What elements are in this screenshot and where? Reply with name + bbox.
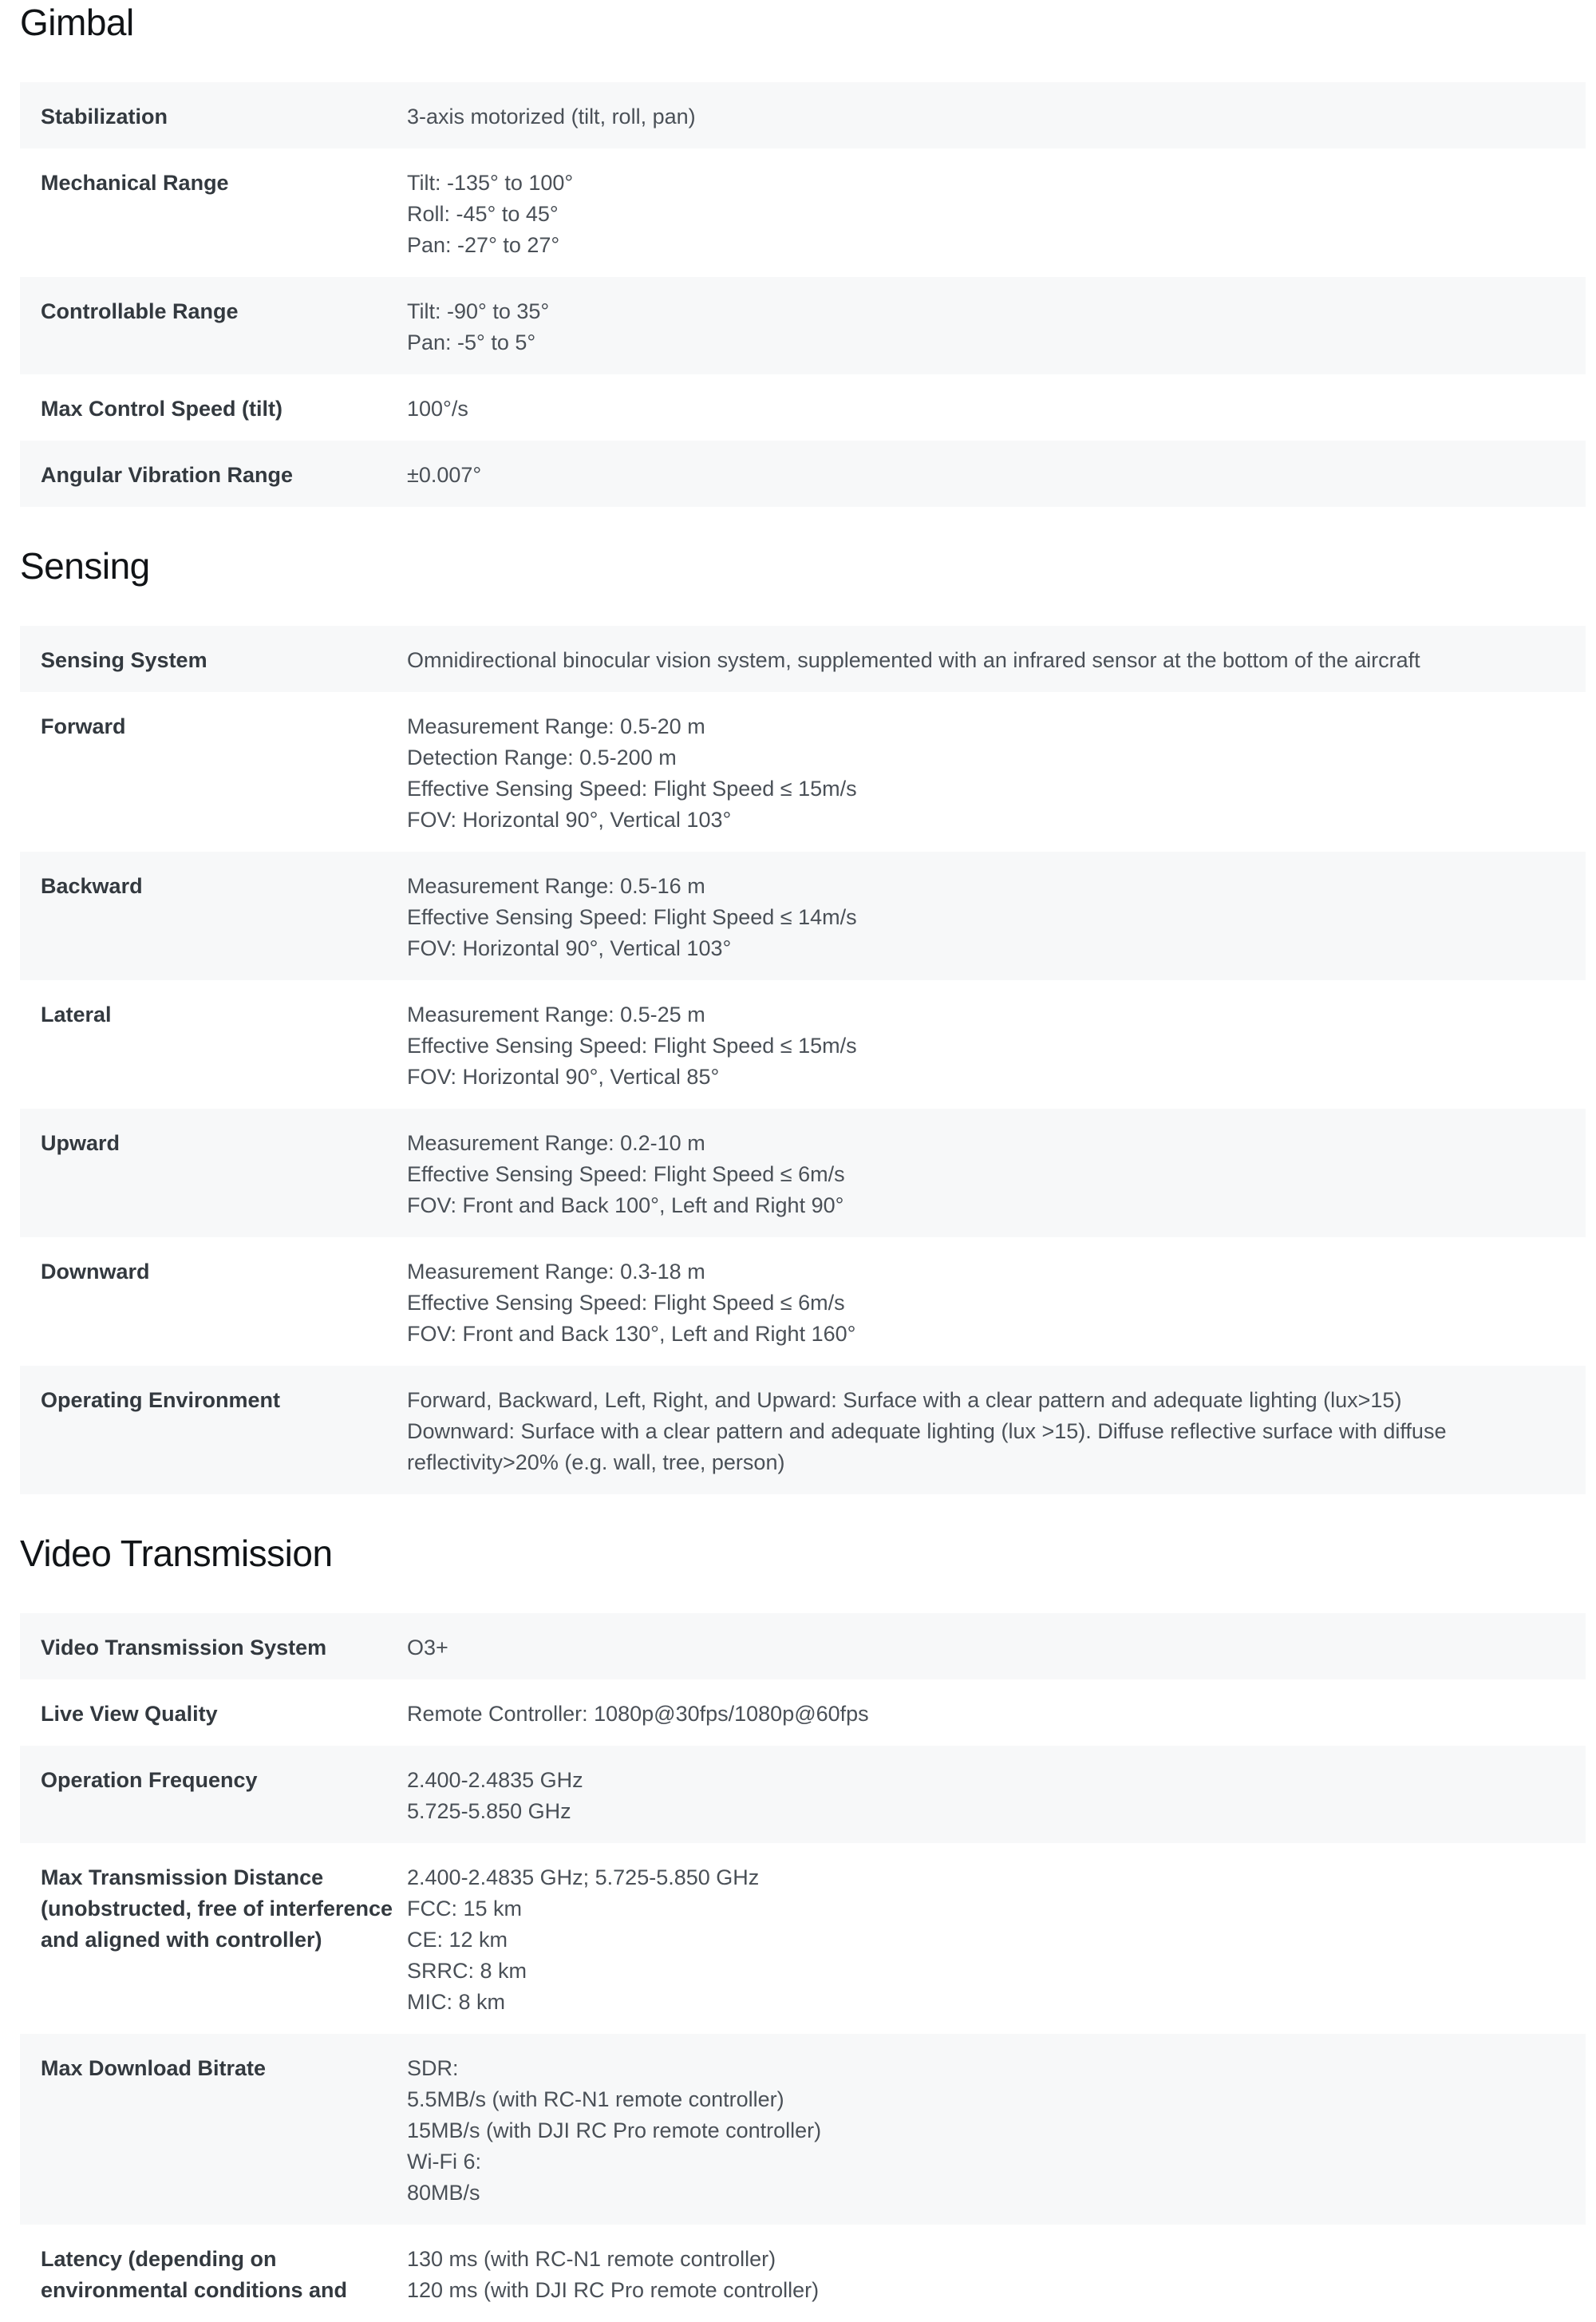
spec-value-line: Remote Controller: 1080p@30fps/1080p@60fps: [407, 1702, 869, 1726]
spec-value-line: 2.400-2.4835 GHz; 5.725-5.850 GHz: [407, 1865, 760, 1889]
spec-row: [20, 1109, 1586, 1237]
spec-value: [407, 2244, 1586, 2306]
spacer: [0, 1576, 1596, 1613]
spec-table-video-transmission: [20, 1613, 1586, 2322]
spec-value: [407, 711, 1586, 836]
spec-value: [407, 999, 1586, 1093]
spec-value-line: Effective Sensing Speed: Flight Speed ≤ 6m/s: [407, 1162, 845, 1186]
spec-value-line: Measurement Range: 0.5-25 m: [407, 1003, 705, 1027]
spec-value: [407, 1699, 1586, 1730]
section-title-video-transmission: Video Transmission: [20, 1533, 333, 1574]
spec-value-line: FOV: Front and Back 130°, Left and Right 160°: [407, 1322, 856, 1346]
spacer: [0, 45, 1596, 82]
spec-label: Upward: [41, 1131, 120, 1155]
spec-value-line: O3+: [407, 1636, 448, 1659]
spec-value: [407, 1385, 1586, 1478]
spec-value-line: 5.5MB/s (with RC-N1 remote controller): [407, 2087, 784, 2111]
spec-value-line: Effective Sensing Speed: Flight Speed ≤ 15m/s: [407, 777, 857, 801]
spacer: [0, 588, 1596, 626]
spec-row: [20, 1237, 1586, 1366]
spec-label: Lateral: [41, 1003, 112, 1027]
spec-value-line: 5.725-5.850 GHz: [407, 1799, 571, 1823]
spec-table-sensing: [20, 626, 1586, 1494]
spec-value-line: FOV: Horizontal 90°, Vertical 103°: [407, 936, 732, 960]
spec-label: Live View Quality: [41, 1702, 218, 1726]
spec-row: [20, 441, 1586, 507]
spec-label: Stabilization: [41, 105, 168, 129]
spec-value: [407, 2053, 1586, 2209]
spec-value-line: Forward, Backward, Left, Right, and Upward: Surface with a clear pattern and adequate lighting (lux>15): [407, 1388, 1402, 1412]
spec-value-line: Roll: -45° to 45°: [407, 202, 559, 226]
spec-value: [407, 296, 1586, 358]
spec-value: [407, 394, 1586, 425]
spec-value: [407, 1632, 1586, 1663]
spec-row: [20, 374, 1586, 441]
spec-value-line: Detection Range: 0.5-200 m: [407, 746, 677, 769]
spec-label: Forward: [41, 714, 126, 738]
spec-label: Downward: [41, 1260, 150, 1284]
spec-row: [20, 1366, 1586, 1494]
spec-row: [20, 852, 1586, 980]
spec-row: [20, 2034, 1586, 2225]
spec-value-line: FOV: Front and Back 100°, Left and Right 90°: [407, 1193, 844, 1217]
spec-row: [20, 692, 1586, 852]
spec-value-line: SDR:: [407, 2056, 459, 2080]
spec-value-line: SRRC: 8 km: [407, 1959, 527, 1983]
spec-value: [407, 645, 1586, 676]
spec-value-line: Effective Sensing Speed: Flight Speed ≤ 15m/s: [407, 1034, 857, 1058]
section-title-gimbal: Gimbal: [20, 2, 134, 43]
spec-value-line: FOV: Horizontal 90°, Vertical 85°: [407, 1065, 720, 1089]
spec-value-line: Effective Sensing Speed: Flight Speed ≤ 14m/s: [407, 905, 857, 929]
spec-row: [20, 148, 1586, 277]
spec-value-line: FOV: Horizontal 90°, Vertical 103°: [407, 808, 732, 832]
spec-value-line: 2.400-2.4835 GHz: [407, 1768, 583, 1792]
spec-label: Max Transmission Distance (unobstructed, free of interference and aligned with controller): [41, 1865, 393, 1952]
spec-value: [407, 168, 1586, 261]
spec-row: [20, 1746, 1586, 1843]
spec-row: [20, 980, 1586, 1109]
spec-table-gimbal: [20, 82, 1586, 507]
section-title-sensing: Sensing: [20, 545, 150, 587]
spec-row: [20, 1843, 1586, 2034]
spec-label: Mechanical Range: [41, 171, 229, 195]
spec-value-line: MIC: 8 km: [407, 1990, 506, 2014]
spec-value-line: FCC: 15 km: [407, 1897, 523, 1920]
spec-value: [407, 1862, 1586, 2018]
spec-value-line: Downward: Surface with a clear pattern and adequate lighting (lux >15). Diffuse reflective surface with diffuse reflectivity>20% (e.g. wall, tree, person): [407, 1419, 1447, 1474]
spec-row: [20, 1679, 1586, 1746]
spec-value: [407, 1765, 1586, 1827]
spec-value-line: Omnidirectional binocular vision system, supplemented with an infrared sensor at the bottom of the aircraft: [407, 648, 1420, 672]
spec-row: [20, 82, 1586, 148]
spec-label: Angular Vibration Range: [41, 463, 294, 487]
spec-value-line: 100°/s: [407, 397, 468, 421]
spec-value-line: Effective Sensing Speed: Flight Speed ≤ 6m/s: [407, 1291, 845, 1315]
spec-value: [407, 101, 1586, 133]
spec-label: Backward: [41, 874, 143, 898]
spec-value-line: Pan: -27° to 27°: [407, 233, 560, 257]
spec-value-line: Measurement Range: 0.2-10 m: [407, 1131, 705, 1155]
spec-value-line: Pan: -5° to 5°: [407, 330, 536, 354]
spec-value-line: ±0.007°: [407, 463, 482, 487]
spec-value-line: Measurement Range: 0.3-18 m: [407, 1260, 705, 1284]
spec-value-line: 120 ms (with DJI RC Pro remote controller): [407, 2278, 820, 2302]
spec-label: Operating Environment: [41, 1388, 281, 1412]
spec-value-line: 130 ms (with RC-N1 remote controller): [407, 2247, 776, 2271]
spec-value: [407, 460, 1586, 491]
spec-value-line: Tilt: -135° to 100°: [407, 171, 574, 195]
spec-value-line: Measurement Range: 0.5-16 m: [407, 874, 705, 898]
spec-value-line: Wi-Fi 6:: [407, 2150, 481, 2174]
spec-value-line: CE: 12 km: [407, 1928, 508, 1952]
spec-value: [407, 1128, 1586, 1221]
spec-row: [20, 1613, 1586, 1679]
spec-value-line: Tilt: -90° to 35°: [407, 299, 550, 323]
spec-row: [20, 2225, 1586, 2322]
spec-label: Operation Frequency: [41, 1768, 258, 1792]
spec-value: [407, 1256, 1586, 1350]
spec-label: Max Download Bitrate: [41, 2056, 267, 2080]
spec-label: Controllable Range: [41, 299, 239, 323]
spec-label: Latency (depending on environmental conditions and: [41, 2247, 348, 2302]
spec-value-line: 3-axis motorized (tilt, roll, pan): [407, 105, 696, 129]
spec-label: Video Transmission System: [41, 1636, 327, 1659]
spec-value-line: Measurement Range: 0.5-20 m: [407, 714, 705, 738]
spec-row: [20, 626, 1586, 692]
spec-value-line: 80MB/s: [407, 2181, 480, 2205]
spec-value-line: 15MB/s (with DJI RC Pro remote controller): [407, 2118, 822, 2142]
spec-value: [407, 871, 1586, 964]
spec-label: Max Control Speed (tilt): [41, 397, 282, 421]
spec-row: [20, 277, 1586, 374]
spec-label: Sensing System: [41, 648, 207, 672]
